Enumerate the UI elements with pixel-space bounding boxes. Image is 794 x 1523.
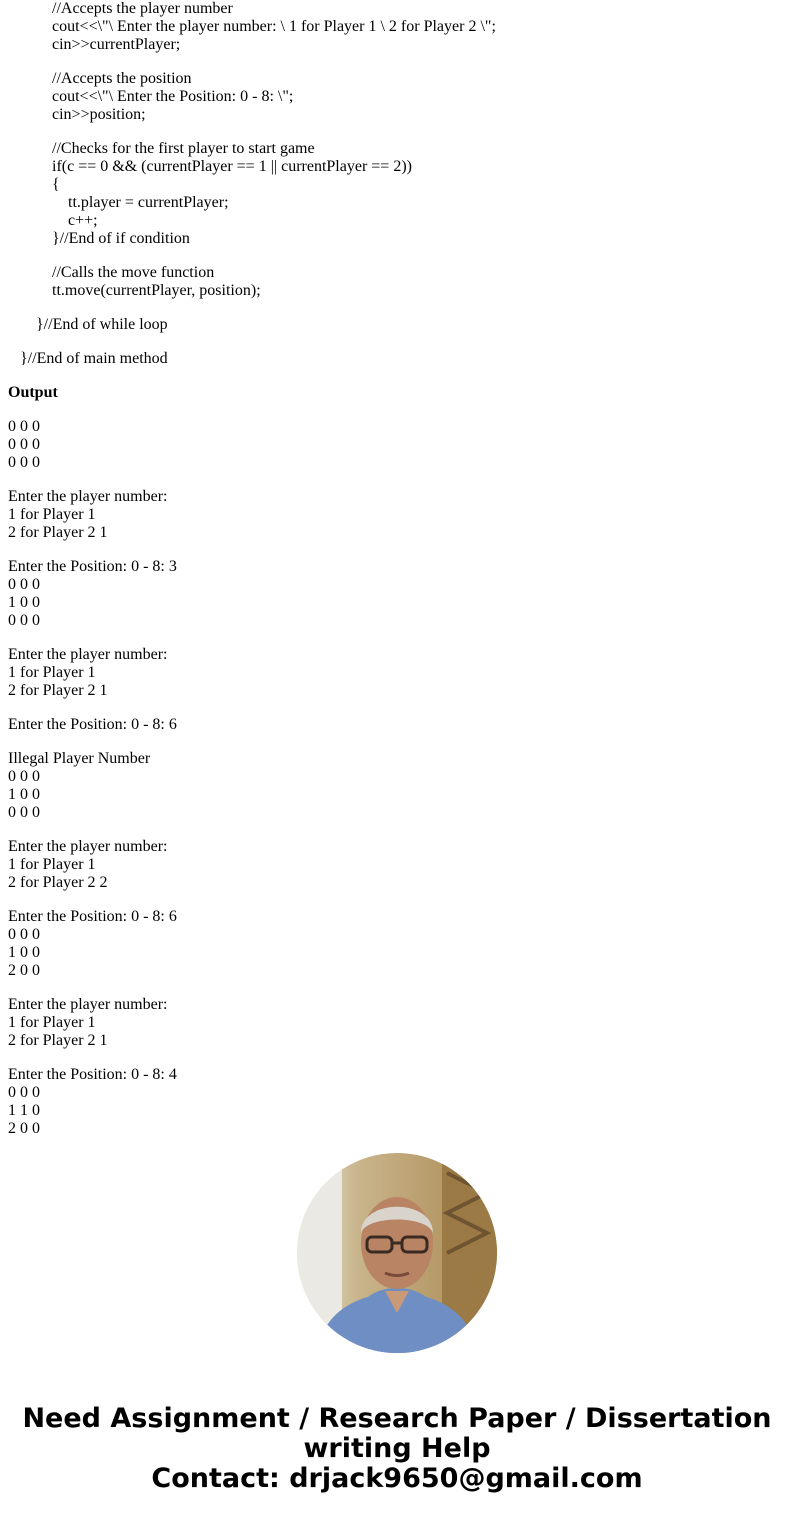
- output-block: [8, 558, 788, 630]
- output-line: Enter the Position: 0 - 8: 6: [8, 716, 177, 733]
- code-line: tt.player = currentPlayer;: [68, 194, 229, 211]
- output-block: [8, 908, 788, 980]
- output-line: 1 for Player 1: [8, 856, 96, 873]
- output-line: 2 0 0: [8, 1120, 40, 1137]
- output-line: 1 for Player 1: [8, 664, 96, 681]
- output-line: 0 0 0: [8, 612, 40, 629]
- code-line: //Accepts the player number: [52, 0, 233, 17]
- output-line: Enter the Position: 0 - 8: 6: [8, 908, 177, 925]
- output-line: 0 0 0: [8, 436, 40, 453]
- output-line: 0 0 0: [8, 1084, 40, 1101]
- output-block: [8, 488, 788, 542]
- promo-line: Need Assignment / Research Paper / Dissertation: [22, 1403, 772, 1434]
- code-section: [8, 0, 788, 384]
- code-line: c++;: [68, 212, 98, 229]
- output-line: 2 for Player 2 1: [8, 524, 108, 541]
- code-line: }//End of while loop: [36, 316, 168, 333]
- output-block: [8, 646, 788, 700]
- code-line: }//End of if condition: [52, 230, 190, 247]
- output-line: Illegal Player Number: [8, 750, 151, 767]
- output-line: 2 for Player 2 1: [8, 1032, 108, 1049]
- code-line: }//End of main method: [20, 350, 168, 367]
- output-line: 0 0 0: [8, 454, 40, 471]
- output-line: 2 0 0: [8, 962, 40, 979]
- code-line: {: [52, 176, 60, 193]
- code-line: //Accepts the position: [52, 70, 192, 87]
- code-line: cin>>currentPlayer;: [52, 36, 181, 53]
- output-line: 0 0 0: [8, 418, 40, 435]
- output-line: Enter the player number:: [8, 838, 168, 855]
- output-line: 0 0 0: [8, 576, 40, 593]
- output-block: [8, 716, 788, 734]
- author-photo: [297, 1153, 497, 1353]
- code-line: cout<<\"\ Enter the player number: \ 1 for Player 1 \ 2 for Player 2 \";: [52, 18, 496, 35]
- promo-banner: [0, 1404, 794, 1494]
- output-line: 2 for Player 2 2: [8, 874, 108, 891]
- output-line: Enter the Position: 0 - 8: 3: [8, 558, 177, 575]
- code-line: //Calls the move function: [52, 264, 215, 281]
- output-line: 1 0 0: [8, 944, 40, 961]
- code-line: //Checks for the first player to start game: [52, 140, 315, 157]
- output-block: [8, 1066, 788, 1138]
- output-heading: Output: [8, 384, 58, 401]
- output-line: Enter the Position: 0 - 8: 4: [8, 1066, 177, 1083]
- code-line: tt.move(currentPlayer, position);: [52, 282, 261, 299]
- output-line: 0 0 0: [8, 926, 40, 943]
- output-line: 1 for Player 1: [8, 1014, 96, 1031]
- output-block: [8, 838, 788, 892]
- output-line: 1 0 0: [8, 594, 40, 611]
- output-line: Enter the player number:: [8, 646, 168, 663]
- code-line: cout<<\"\ Enter the Position: 0 - 8: \";: [52, 88, 294, 105]
- output-line: Enter the player number:: [8, 488, 168, 505]
- code-line: if(c == 0 && (currentPlayer == 1 || currentPlayer == 2)): [52, 158, 412, 175]
- author-portrait-image: [297, 1153, 497, 1353]
- output-line: Enter the player number:: [8, 996, 168, 1013]
- output-line: 1 1 0: [8, 1102, 40, 1119]
- output-block: [8, 750, 788, 822]
- promo-line: writing Help: [303, 1433, 491, 1464]
- output-line: 0 0 0: [8, 804, 40, 821]
- output-block: [8, 418, 788, 472]
- output-line: 0 0 0: [8, 768, 40, 785]
- code-line: cin>>position;: [52, 106, 146, 123]
- output-block: [8, 996, 788, 1050]
- output-line: 2 for Player 2 1: [8, 682, 108, 699]
- output-line: 1 for Player 1: [8, 506, 96, 523]
- output-line: 1 0 0: [8, 786, 40, 803]
- output-section: [8, 418, 788, 1154]
- contact-email: Contact: drjack9650@gmail.com: [151, 1463, 643, 1494]
- document-content: [8, 0, 788, 1137]
